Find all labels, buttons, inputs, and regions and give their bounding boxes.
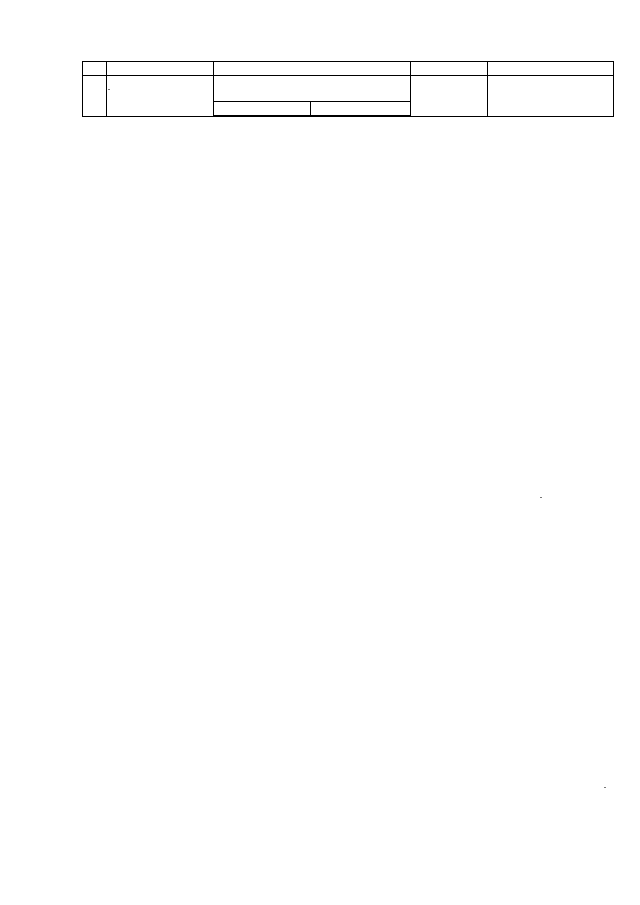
scan-speck — [108, 89, 110, 90]
x-column-header — [214, 102, 310, 115]
parcel-title — [214, 76, 410, 102]
column-header-5 — [488, 62, 614, 76]
scan-speck — [604, 787, 606, 788]
parcel-coordinates-list — [214, 102, 411, 116]
column-header-1 — [83, 62, 107, 76]
column-2-cell — [107, 76, 214, 117]
area-cell — [411, 76, 488, 117]
column-1-cell — [83, 76, 107, 117]
coordinates-table — [82, 61, 614, 117]
column-header-2 — [107, 62, 214, 76]
column-5-cell — [488, 76, 614, 117]
column-header-4 — [411, 62, 488, 76]
column-header-3 — [214, 62, 411, 76]
y-column-header — [310, 102, 411, 115]
coordinates-header-row — [214, 102, 411, 115]
column-header-row — [83, 62, 614, 76]
coordinates-cell — [214, 76, 411, 117]
document-body — [82, 61, 613, 117]
scan-speck — [540, 497, 542, 498]
